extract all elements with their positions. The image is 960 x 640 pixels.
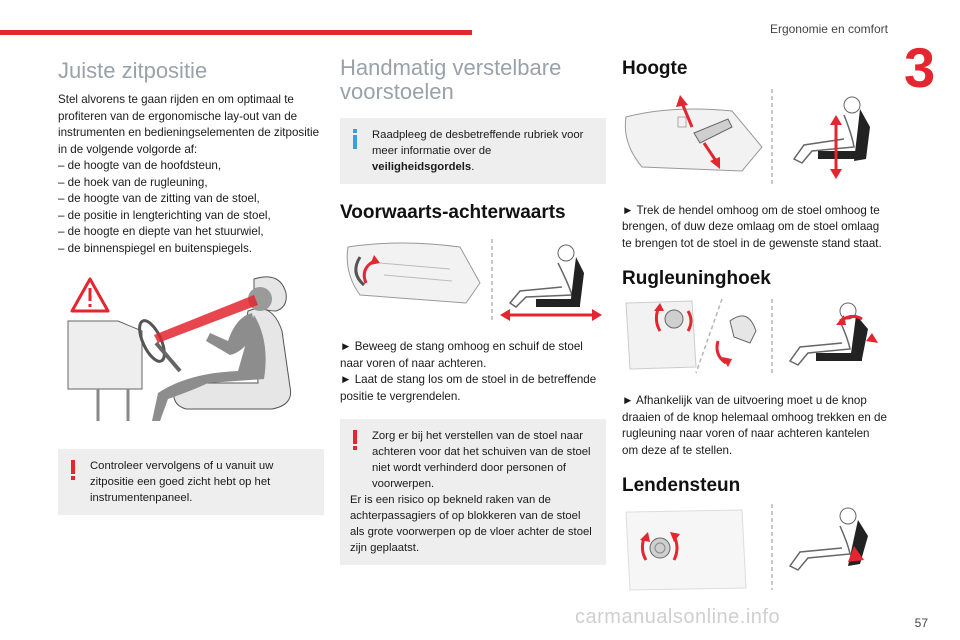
fore-aft-illustration [340, 233, 606, 325]
step-text: ► Beweeg de stang omhoog en schuif de stoel naar voren of naar achteren. [340, 340, 583, 370]
backrest-illustration [622, 297, 888, 377]
list-item: – de hoogte van de zitting van de stoel, [58, 192, 260, 206]
chapter-number: 3 [904, 36, 936, 99]
list-item: – de binnenspiegel en buitenspiegels. [58, 241, 253, 255]
column-manual-seats [340, 56, 606, 565]
step-text: ► Laat de stang los om de stoel in de betreffende positie te vergrendelen. [340, 373, 597, 403]
seating-intro [58, 92, 324, 257]
warning-note [340, 419, 606, 565]
info-text-end: . [471, 161, 475, 174]
list-item: – de hoogte en diepte van het stuurwiel, [58, 225, 264, 239]
section-title-fore-aft: Voorwaarts-achterwaarts [340, 202, 566, 224]
warning-exclamation-icon [68, 459, 78, 481]
warning-triangle-icon [72, 279, 108, 311]
column-seating-position [58, 56, 324, 515]
warning-text-2: Er is een risico op bekneld raken van de achterpassagiers of op blokkeren van de stoel als grote voorwerpen op de vloer achter de stoel zijn geplaatst. [350, 494, 592, 555]
warning-note [58, 449, 324, 515]
info-icon [350, 128, 360, 150]
info-link-seatbelts[interactable]: veiligheidsgordels [372, 161, 472, 174]
section-title-height: Hoogte [622, 58, 688, 79]
section-title-lumbar: Lendensteun [622, 475, 741, 497]
driver-posture-illustration [58, 271, 324, 429]
warning-text: Zorg er bij het verstellen van de stoel naar achteren voor dat het schuiven van de stoel niet wordt verhinderd door personen of voorwerpen. [372, 430, 591, 491]
info-note [340, 118, 606, 184]
height-illustration [622, 87, 888, 187]
lumbar-illustration [622, 502, 888, 592]
section-title-seating-position: Juiste zitpositie [58, 58, 208, 83]
warning-text: Controleer vervolgens of u vanuit uw zitpositie een goed zicht hebt op het instrumentenpaneel. [90, 460, 274, 505]
list-item: – de hoogte van de hoofdsteun, [58, 159, 222, 173]
height-text: ► Trek de hendel omhoog om de stoel omhoog te brengen, of duw deze omlaag om de stoel omlaag te brengen tot de stoel in de gewenste stand staat. [622, 203, 882, 250]
intro-text: Stel alvorens te gaan rijden en om optimaal te profiteren van de ergonomische lay-out van de instrumenten en bedieningselementen de zitpositie in de volgende volgorde af: [58, 93, 320, 156]
chapter-title: Ergonomie en comfort [769, 22, 888, 36]
watermark: carmanualsonline.info [575, 606, 781, 628]
backrest-text: ► Afhankelijk van de uitvoering moet u de knop draaien of de knop helemaal omhoog trekken en de rugleuning naar voren of naar achteren kantelen om deze af te stellen. [622, 394, 887, 457]
list-item: – de hoek van de rugleuning, [58, 175, 208, 189]
warning-exclamation-icon [350, 429, 360, 451]
section-title-manual-seats: Handmatig verstelbare voorstoelen [340, 55, 562, 105]
fore-aft-steps [340, 339, 606, 405]
list-item: – de positie in lengterichting van de stoel, [58, 208, 271, 222]
chapter-accent-bar [0, 30, 472, 35]
info-text: Raadpleeg de desbetreffende rubriek voor meer informatie over de [372, 129, 584, 158]
section-title-backrest: Rugleuninghoek [622, 268, 771, 290]
column-adjustments [622, 56, 888, 592]
page-number: 57 [914, 616, 928, 630]
